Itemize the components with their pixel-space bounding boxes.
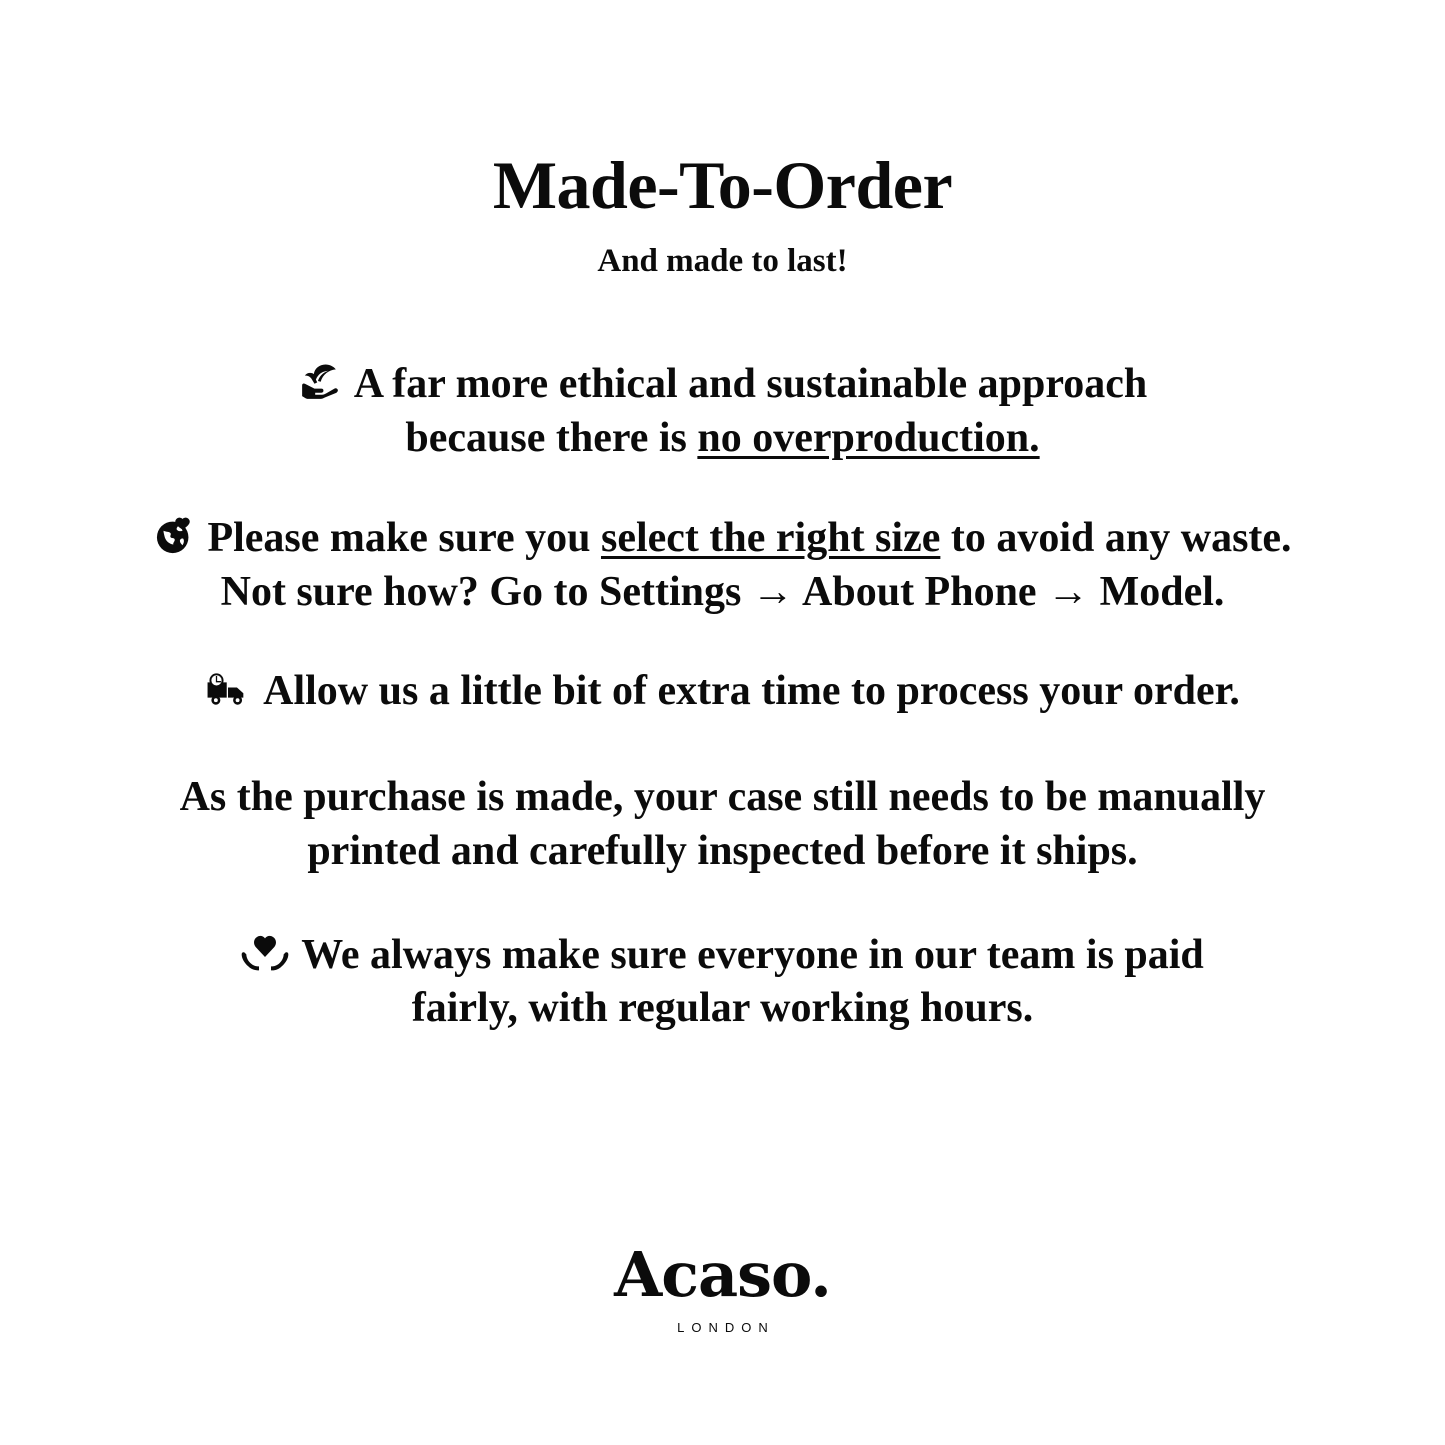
block-sustainable-underlined: no overproduction.	[697, 415, 1040, 462]
block-sustainable-line-1	[298, 358, 1147, 412]
block-team-text-1: We always make sure everyone in our team is paid	[301, 931, 1204, 978]
page-title: Made-To-Order	[492, 147, 953, 223]
block-process	[180, 771, 1266, 879]
block-sustainable-line-2	[298, 412, 1147, 466]
block-size-text-1a: Please make sure you	[207, 514, 601, 561]
info-blocks	[60, 358, 1385, 1036]
block-process-line-2: printed and carefully inspected before it ships.	[307, 827, 1138, 874]
block-size-line-2: Not sure how? Go to Settings → About Phone → Model.	[220, 568, 1225, 615]
globe-heart-icon	[153, 515, 195, 557]
page-subtitle: And made to last!	[597, 243, 848, 280]
heart-in-hands-icon	[241, 932, 289, 974]
block-size	[153, 512, 1291, 620]
block-team-line-2: fairly, with regular working hours.	[411, 985, 1034, 1032]
block-shipping	[205, 665, 1240, 719]
brand-location: LONDON	[677, 1320, 775, 1335]
brand-name: Acaso.	[614, 1238, 831, 1311]
block-team	[241, 929, 1204, 1037]
block-sustainable	[298, 358, 1147, 466]
block-shipping-line-1	[205, 665, 1240, 719]
brand-logo	[614, 1238, 831, 1405]
block-team-line-1	[241, 929, 1204, 983]
block-process-line-1: As the purchase is made, your case still needs to be manually	[179, 774, 1266, 821]
block-shipping-text-1: Allow us a little bit of extra time to process your order.	[263, 668, 1240, 715]
block-size-line-1	[153, 512, 1291, 566]
block-size-underlined: select the right size	[600, 514, 941, 561]
block-size-text-1b: to avoid any waste.	[940, 514, 1292, 561]
delivery-truck-clock-icon	[205, 670, 251, 710]
block-sustainable-text-1: A far more ethical and sustainable approach	[353, 361, 1148, 408]
block-sustainable-text-2a: because there is	[405, 415, 698, 462]
leaf-hand-icon	[298, 359, 342, 403]
